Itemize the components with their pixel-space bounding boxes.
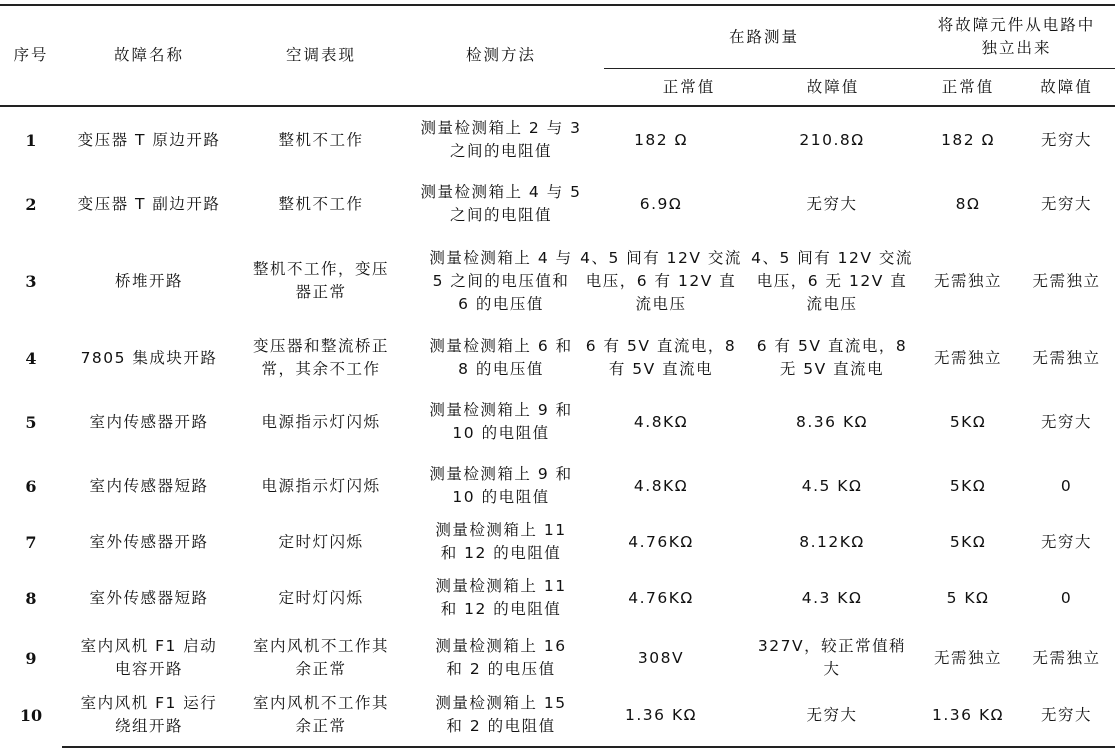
cell-normal: 4.76KΩ: [628, 588, 694, 607]
cell-iso-fault: 0: [1060, 476, 1073, 495]
cell-iso-fault: 无需独立: [1032, 271, 1101, 290]
cell-normal: 1.36 KΩ: [625, 705, 697, 724]
cell-fault: 4、5 间有 12V 交流 电压，6 无 12V 直 流电压: [751, 248, 913, 313]
cell-name: 室内风机 F1 运行 绕组开路: [80, 694, 218, 735]
cell-index: 10: [19, 705, 43, 725]
cell-symptom: 电源指示灯闪烁: [261, 412, 381, 431]
cell-index: 7: [25, 532, 37, 552]
header-normal-2: 正常值: [941, 77, 995, 96]
cell-method: 测量检测箱上 16 和 2 的电压值: [435, 637, 567, 678]
cell-iso-fault: 无需独立: [1032, 348, 1101, 367]
cell-normal: 4.76KΩ: [628, 532, 694, 551]
cell-iso-fault: 无穷大: [1040, 705, 1092, 724]
cell-fault: 210.8Ω: [799, 130, 865, 149]
cell-symptom: 定时灯闪烁: [278, 532, 364, 551]
header-fault-2: 故障值: [1040, 77, 1093, 96]
cell-index: 3: [25, 271, 37, 291]
cell-name: 变压器 T 副边开路: [77, 194, 221, 213]
cell-index: 5: [25, 412, 37, 432]
header-fault: 故障值: [806, 77, 860, 96]
cell-symptom: 室内风机不工作其 余正常: [252, 694, 389, 735]
cell-method: 测量检测箱上 11 和 12 的电阻值: [435, 577, 567, 618]
cell-method: 测量检测箱上 9 和 10 的电阻值: [429, 401, 573, 442]
cell-name: 桥堆开路: [114, 271, 183, 290]
cell-name: 室外传感器短路: [89, 588, 209, 607]
cell-symptom: 变压器和整流桥正 常，其余不工作: [252, 337, 389, 378]
cell-name: 室内传感器短路: [89, 476, 209, 495]
cell-iso-normal: 5KΩ: [949, 532, 987, 551]
header-method: 检测方法: [465, 46, 536, 64]
cell-name: 室内传感器开路: [89, 412, 209, 431]
cell-index: 4: [25, 348, 37, 368]
cell-normal: 4.8KΩ: [633, 412, 689, 431]
cell-name: 室外传感器开路: [89, 532, 209, 551]
cell-name: 变压器 T 原边开路: [77, 130, 221, 149]
cell-iso-normal: 8Ω: [955, 194, 981, 213]
cell-index: 8: [25, 588, 37, 608]
cell-iso-normal: 无需独立: [933, 271, 1002, 290]
header-in-circuit: 在路测量: [728, 27, 799, 46]
header-index: 序号: [13, 46, 49, 64]
cell-method: 测量检测箱上 15 和 2 的电阻值: [435, 694, 567, 735]
cell-iso-fault: 无穷大: [1040, 532, 1092, 551]
cell-method: 测量检测箱上 9 和 10 的电阻值: [429, 465, 573, 506]
cell-index: 9: [25, 648, 37, 668]
cell-iso-normal: 5KΩ: [949, 412, 987, 431]
cell-fault: 8.12KΩ: [799, 532, 865, 551]
cell-symptom: 电源指示灯闪烁: [261, 476, 381, 495]
header-isolated: 将故障元件从电路中 独立出来: [937, 16, 1096, 57]
cell-iso-normal: 无需独立: [933, 348, 1002, 367]
cell-method: 测量检测箱上 2 与 3 之间的电阻值: [420, 119, 582, 160]
cell-iso-fault: 无穷大: [1040, 412, 1092, 431]
cell-iso-normal: 182 Ω: [941, 130, 995, 149]
header-fault-name: 故障名称: [113, 46, 184, 64]
cell-index: 1: [25, 130, 37, 150]
header-normal: 正常值: [662, 77, 716, 96]
cell-normal: 182 Ω: [634, 130, 688, 149]
cell-symptom: 整机不工作，变压 器正常: [252, 260, 389, 301]
cell-index: 6: [25, 476, 37, 496]
cell-iso-fault: 0: [1060, 588, 1073, 607]
cell-iso-normal: 无需独立: [933, 648, 1002, 667]
cell-symptom: 定时灯闪烁: [278, 588, 364, 607]
cell-symptom: 室内风机不工作其 余正常: [252, 637, 389, 678]
cell-normal: 308V: [637, 648, 685, 667]
cell-normal: 6.9Ω: [639, 194, 683, 213]
cell-name: 室内风机 F1 启动 电容开路: [80, 637, 218, 678]
cell-iso-normal: 5 KΩ: [946, 588, 990, 607]
cell-symptom: 整机不工作: [278, 194, 364, 213]
cell-method: 测量检测箱上 4 与 5 之间的电压值和 6 的电压值: [429, 248, 573, 313]
cell-fault: 8.36 KΩ: [796, 412, 868, 431]
cell-iso-normal: 5KΩ: [949, 476, 987, 495]
header-ac-symptom: 空调表现: [285, 46, 356, 64]
cell-iso-fault: 无穷大: [1040, 130, 1092, 149]
cell-fault: 无穷大: [806, 705, 858, 724]
cell-normal: 4、5 间有 12V 交流 电压，6 有 12V 直 流电压: [580, 248, 742, 313]
cell-fault: 6 有 5V 直流电，8 无 5V 直流电: [756, 337, 908, 378]
cell-fault: 4.3 KΩ: [801, 588, 863, 607]
cell-method: 测量检测箱上 4 与 5 之间的电阻值: [420, 183, 582, 224]
cell-symptom: 整机不工作: [278, 130, 364, 149]
cell-iso-fault: 无需独立: [1032, 648, 1101, 667]
cell-normal: 4.8KΩ: [633, 476, 689, 495]
cell-fault: 4.5 KΩ: [801, 476, 863, 495]
cell-normal: 6 有 5V 直流电，8 有 5V 直流电: [585, 337, 737, 378]
bottom-rule: [62, 746, 1115, 748]
cell-method: 测量检测箱上 6 和 8 的电压值: [429, 337, 573, 378]
cell-iso-normal: 1.36 KΩ: [932, 705, 1004, 724]
cell-method: 测量检测箱上 11 和 12 的电阻值: [435, 521, 567, 562]
cell-fault: 327V，较正常值稍 大: [757, 637, 907, 678]
header-bottom-rule: [0, 105, 1115, 107]
cell-iso-fault: 无穷大: [1040, 194, 1092, 213]
cell-name: 7805 集成块开路: [80, 348, 218, 367]
cell-index: 2: [25, 194, 37, 214]
cell-fault: 无穷大: [806, 194, 858, 213]
